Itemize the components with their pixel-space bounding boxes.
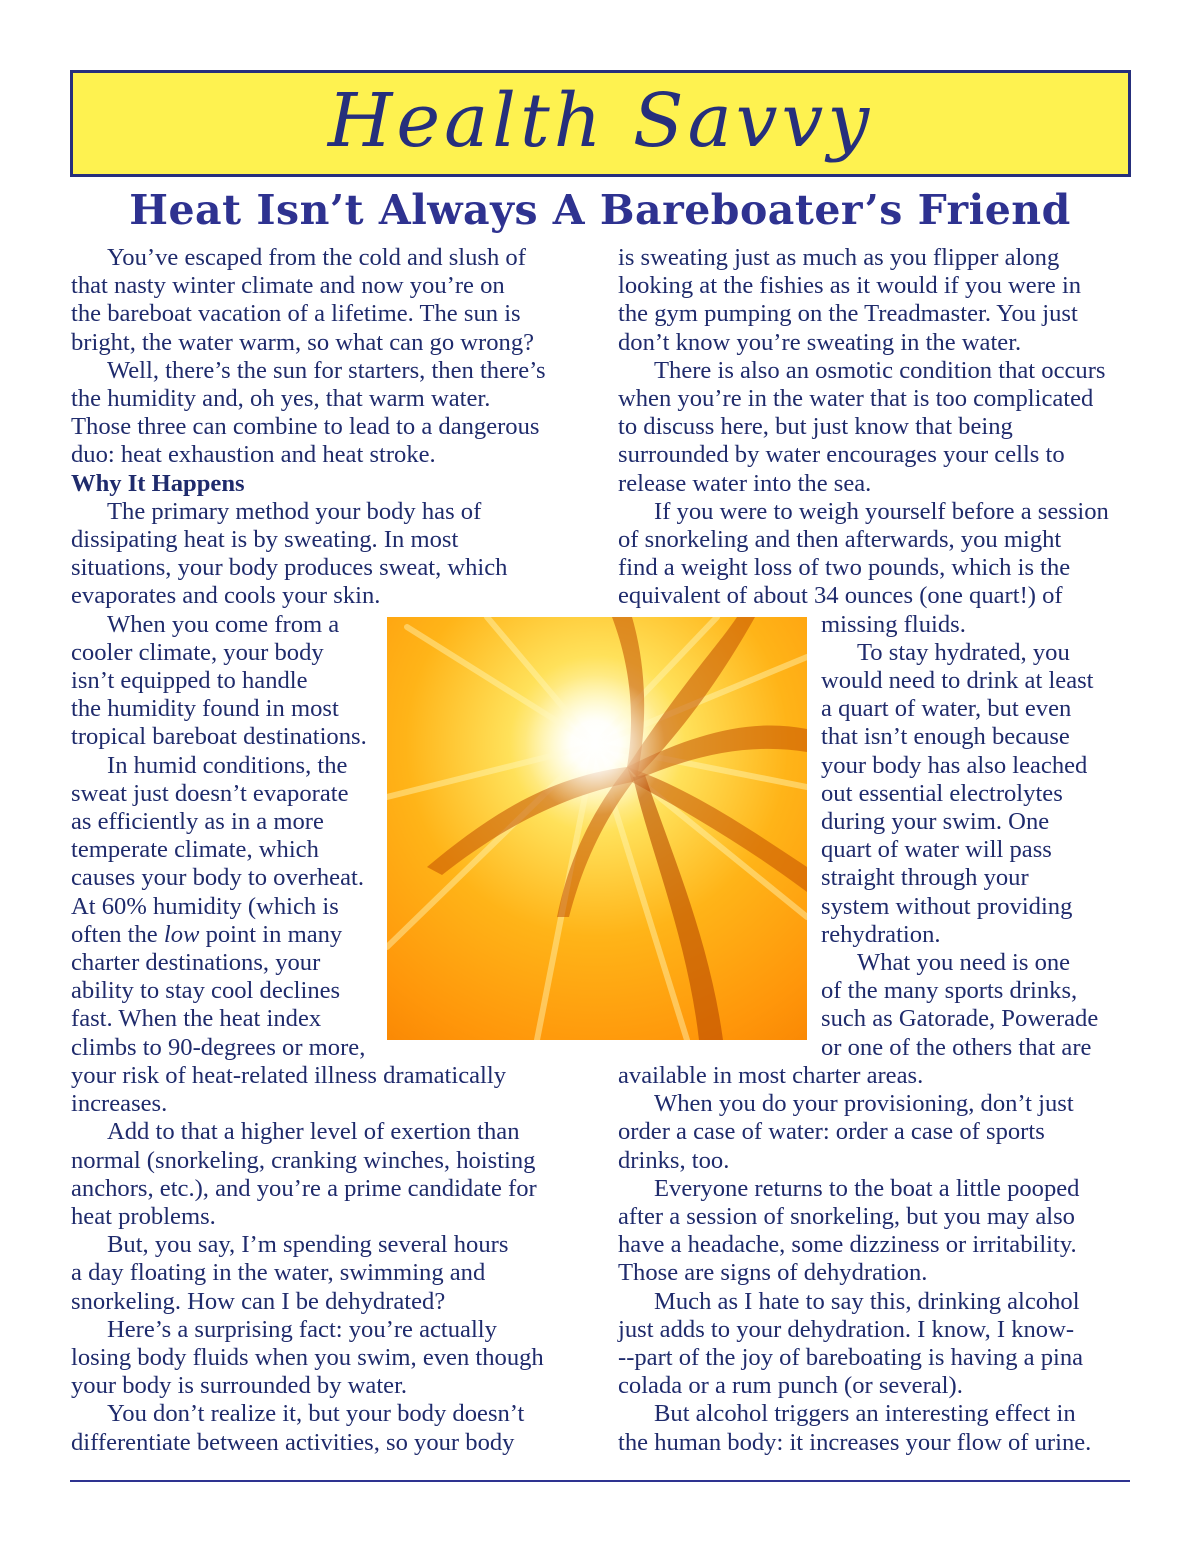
text-line: climbs to 90-degrees or more, — [71, 1033, 366, 1061]
text-line: increases. — [71, 1090, 168, 1118]
text-line: surrounded by water encourages your cells to — [618, 441, 1065, 469]
text-line: dissipating heat is by sweating. In most — [71, 526, 459, 554]
text-line: rehydration. — [821, 920, 941, 948]
text-line: normal (snorkeling, cranking winches, hoisting — [71, 1146, 536, 1174]
text-line: When you do your provisioning, don’t just — [654, 1090, 1074, 1118]
text-line: colada or a rum punch (or several). — [618, 1372, 963, 1400]
text-line: To stay hydrated, you — [857, 638, 1070, 666]
text-line: Add to that a higher level of exertion than — [107, 1118, 520, 1146]
text-line: differentiate between activities, so your body — [71, 1428, 515, 1456]
text-line: your body is surrounded by water. — [71, 1372, 408, 1400]
text-fragment: often the — [71, 920, 164, 948]
text-line: temperate climate, which — [71, 836, 319, 864]
text-line: straight through your — [821, 864, 1029, 892]
text-line: What you need is one — [857, 949, 1071, 977]
text-line: a day floating in the water, swimming and — [71, 1259, 486, 1287]
text-line: don’t know you’re sweating in the water. — [618, 328, 1022, 356]
text-line: of snorkeling and then afterwards, you might — [618, 526, 1062, 554]
text-line: such as Gatorade, Powerade — [821, 1005, 1099, 1033]
text-line: that isn’t enough because — [821, 723, 1070, 751]
text-line: of the many sports drinks, — [821, 977, 1078, 1005]
text-line: There is also an osmotic condition that occurs — [654, 356, 1106, 384]
text-line: Everyone returns to the boat a little pooped — [654, 1174, 1080, 1202]
text-line: The primary method your body has of — [107, 497, 482, 525]
text-line: bright, the water warm, so what can go wrong? — [71, 328, 535, 356]
text-line: ability to stay cool declines — [71, 977, 341, 1005]
emphasis-low: low — [163, 920, 200, 948]
text-line: Here’s a surprising fact: you’re actually — [107, 1315, 497, 1343]
section-title: Health Savvy — [327, 77, 874, 164]
text-line: your body has also leached — [821, 751, 1088, 779]
text-line: the gym pumping on the Treadmaster. You just — [618, 300, 1078, 328]
text-line: as efficiently as in a more — [71, 808, 324, 836]
text-line: isn’t equipped to handle — [71, 667, 308, 695]
subheading-why-it-happens: Why It Happens — [71, 469, 245, 497]
text-line: charter destinations, your — [71, 949, 321, 977]
text-line: causes your body to overheat. — [71, 864, 364, 892]
text-line: the humidity found in most — [71, 695, 339, 723]
text-line: Much as I hate to say this, drinking alcohol — [654, 1287, 1080, 1315]
text-line: when you’re in the water that is too complicated — [618, 385, 1094, 413]
text-line: your risk of heat-related illness dramatically — [71, 1061, 507, 1089]
text-line: the humidity and, oh yes, that warm water. — [71, 385, 491, 413]
text-line: a quart of water, but even — [821, 695, 1072, 723]
text-line: Those three can combine to lead to a dangerous — [71, 413, 540, 441]
footer-divider — [70, 1480, 1130, 1482]
text-line: You’ve escaped from the cold and slush of — [107, 244, 526, 271]
text-line: snorkeling. How can I be dehydrated? — [71, 1287, 446, 1315]
text-line: system without providing — [821, 892, 1073, 920]
text-line: duo: heat exhaustion and heat stroke. — [71, 441, 436, 469]
text-line: would need to drink at least — [821, 667, 1094, 695]
text-line: the bareboat vacation of a lifetime. The sun is — [71, 300, 521, 328]
sun-palm-illustration — [387, 617, 807, 1040]
text-line: have a headache, some dizziness or irritability. — [618, 1231, 1077, 1259]
text-line: But, you say, I’m spending several hours — [107, 1231, 509, 1259]
text-line: losing body fluids when you swim, even though — [71, 1343, 544, 1371]
text-line: just adds to your dehydration. I know, I know- — [618, 1315, 1075, 1343]
text-line: is sweating just as much as you flipper along — [618, 244, 1060, 271]
text-line: order a case of water: order a case of sports — [618, 1118, 1045, 1146]
text-line: drinks, too. — [618, 1146, 730, 1174]
sun-palm-photo — [387, 617, 807, 1040]
text-line: find a weight loss of two pounds, which is the — [618, 554, 1071, 582]
text-line: You don’t realize it, but your body doesn’t — [107, 1400, 525, 1428]
text-line: But alcohol triggers an interesting effect in — [654, 1400, 1076, 1428]
text-line: after a session of snorkeling, but you may also — [618, 1202, 1075, 1230]
text-line: If you were to weigh yourself before a session — [654, 497, 1109, 525]
text-line: At 60% humidity (which is — [71, 892, 339, 920]
text-line: looking at the fishies as it would if you were in — [618, 272, 1082, 300]
text-line: evaporates and cools your skin. — [71, 582, 381, 610]
text-line: or one of the others that are — [821, 1033, 1092, 1061]
text-fragment: point in many — [199, 920, 343, 948]
text-line: fast. When the heat index — [71, 1005, 322, 1033]
text-line: heat problems. — [71, 1202, 216, 1230]
text-line: available in most charter areas. — [618, 1061, 924, 1089]
text-line: anchors, etc.), and you’re a prime candidate for — [71, 1174, 537, 1202]
text-line: to discuss here, but just know that being — [618, 413, 1013, 441]
text-line: that nasty winter climate and now you’re on — [71, 272, 505, 300]
text-line: quart of water will pass — [821, 836, 1052, 864]
section-banner — [70, 70, 1131, 177]
text-line: during your swim. One — [821, 808, 1050, 836]
text-line: situations, your body produces sweat, which — [71, 554, 508, 582]
text-line: equivalent of about 34 ounces (one quart!) of — [618, 582, 1063, 610]
text-line: release water into the sea. — [618, 469, 872, 497]
article-headline: Heat Isn’t Always A Bareboater’s Friend — [129, 186, 1071, 234]
text-line: tropical bareboat destinations. — [71, 723, 367, 751]
text-line: Well, there’s the sun for starters, then there’s — [107, 356, 546, 384]
text-line: In humid conditions, the — [107, 751, 348, 779]
text-line: --part of the joy of bareboating is having a pina — [618, 1343, 1084, 1371]
text-line: Those are signs of dehydration. — [618, 1259, 928, 1287]
text-line: sweat just doesn’t evaporate — [71, 779, 349, 807]
text-line: cooler climate, your body — [71, 638, 324, 666]
text-line: When you come from a — [107, 610, 340, 638]
text-line: out essential electrolytes — [821, 779, 1063, 807]
text-line: missing fluids. — [821, 610, 966, 638]
text-line: the human body: it increases your flow of urine. — [618, 1428, 1092, 1456]
